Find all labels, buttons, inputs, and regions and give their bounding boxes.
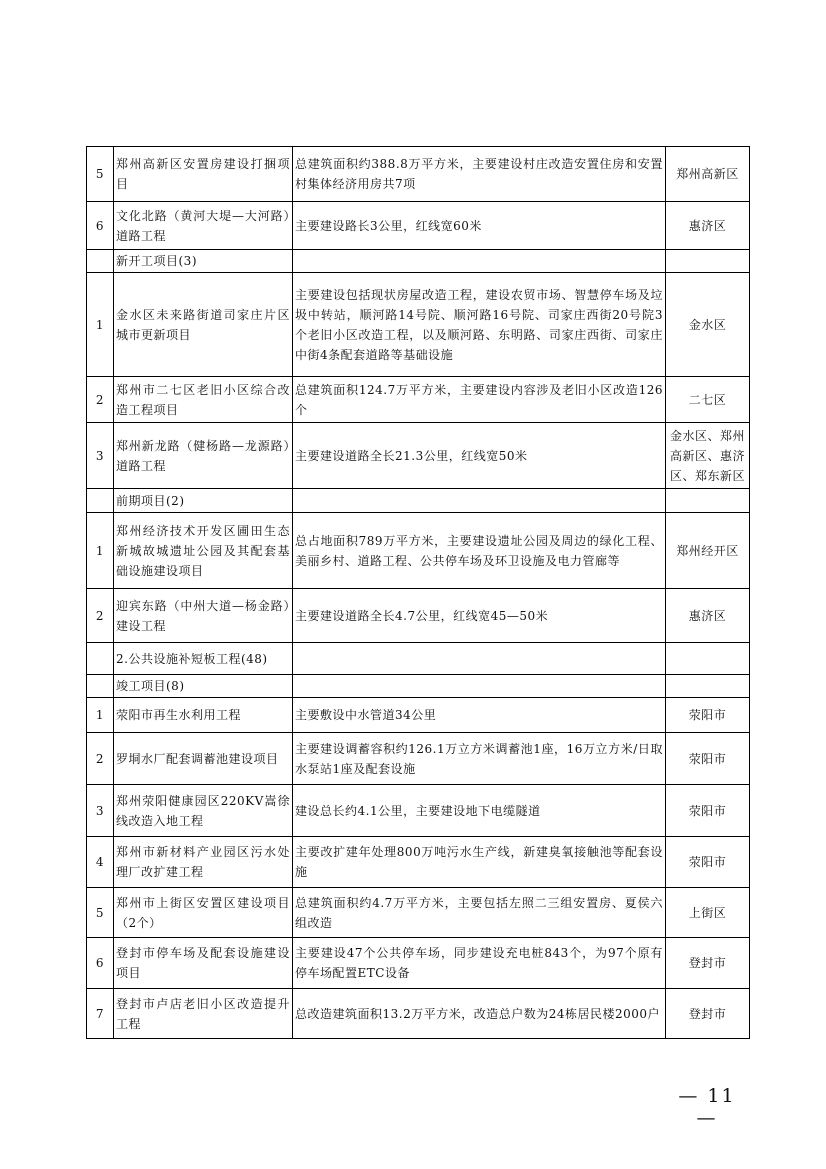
row-number: 1: [87, 273, 114, 377]
project-name: 郑州市二七区老旧小区综合改造工程项目: [114, 377, 293, 423]
table-row: [87, 989, 750, 1039]
row-number: 6: [87, 938, 114, 989]
page-number: — 11 —: [678, 1085, 736, 1129]
project-content: 主要改扩建年处理800万吨污水生产线，新建臭氧接触池等配套设施: [293, 837, 666, 888]
section-row: [87, 675, 750, 698]
project-content: 主要建设道路全长21.3公里，红线宽50米: [293, 423, 666, 489]
project-district: 荥阳市: [666, 698, 750, 733]
project-district: 郑州经开区: [666, 513, 750, 589]
project-name: 罗垌水厂配套调蓄池建设项目: [114, 733, 293, 785]
section-row: [87, 250, 750, 273]
project-name: 郑州经济技术开发区圃田生态新城故城遗址公园及其配套基础设施建设项目: [114, 513, 293, 589]
project-content: 总建筑面积约4.7万平方米，主要包括左照二三组安置房、夏侯六组改造: [293, 888, 666, 938]
project-content: 主要建设路长3公里，红线宽60米: [293, 202, 666, 250]
table-row: [87, 423, 750, 489]
project-district: 金水区、郑州高新区、惠济区、郑东新区: [666, 423, 750, 489]
table-row: [87, 785, 750, 837]
project-name: 郑州新龙路（健杨路—龙源路）道路工程: [114, 423, 293, 489]
empty-cell: [293, 250, 666, 273]
empty-cell: [666, 643, 750, 675]
empty-cell: [87, 643, 114, 675]
table-row: [87, 513, 750, 589]
project-district: 二七区: [666, 377, 750, 423]
row-number: 2: [87, 589, 114, 643]
empty-cell: [666, 675, 750, 698]
project-district: 惠济区: [666, 202, 750, 250]
table-row: [87, 589, 750, 643]
table-row: [87, 837, 750, 888]
project-name: 郑州市上街区安置区建设项目（2个）: [114, 888, 293, 938]
project-table: [86, 146, 750, 1039]
project-name: 荥阳市再生水利用工程: [114, 698, 293, 733]
project-district: 荥阳市: [666, 837, 750, 888]
project-district: 登封市: [666, 938, 750, 989]
row-number: 7: [87, 989, 114, 1039]
table-row: [87, 938, 750, 989]
empty-cell: [293, 643, 666, 675]
empty-cell: [87, 489, 114, 513]
project-name: 登封市停车场及配套设施建设项目: [114, 938, 293, 989]
project-name: 金水区未来路街道司家庄片区城市更新项目: [114, 273, 293, 377]
empty-cell: [87, 250, 114, 273]
table-row: [87, 698, 750, 733]
project-name: 迎宾东路（中州大道—杨金路）建设工程: [114, 589, 293, 643]
section-label: 2.公共设施补短板工程(48): [114, 643, 293, 675]
row-number: 2: [87, 377, 114, 423]
project-district: 登封市: [666, 989, 750, 1039]
project-content: 主要建设包括现状房屋改造工程，建设农贸市场、智慧停车场及垃圾中转站，顺河路14号院、顺河路16号院、司家庄西街20号院3个老旧小区改造工程，以及顺河路、东明路、司家庄西街、司家庄中街4条配套道路等基础设施: [293, 273, 666, 377]
row-number: 1: [87, 513, 114, 589]
empty-cell: [87, 675, 114, 698]
row-number: 2: [87, 733, 114, 785]
row-number: 3: [87, 785, 114, 837]
row-number: 5: [87, 888, 114, 938]
project-content: 主要建设调蓄容积约126.1万立方米调蓄池1座，16万立方米/日取水泵站1座及配套设施: [293, 733, 666, 785]
project-content: 总占地面积789万平方米，主要建设遗址公园及周边的绿化工程、美丽乡村、道路工程、公共停车场及环卫设施及电力管廊等: [293, 513, 666, 589]
project-content: 总改造建筑面积13.2万平方米，改造总户数为24栋居民楼2000户: [293, 989, 666, 1039]
row-number: 6: [87, 202, 114, 250]
project-content: 建设总长约4.1公里，主要建设地下电缆隧道: [293, 785, 666, 837]
project-name: 文化北路（黄河大堤—大河路）道路工程: [114, 202, 293, 250]
table-row: [87, 377, 750, 423]
project-district: 金水区: [666, 273, 750, 377]
section-label: 新开工项目(3): [114, 250, 293, 273]
project-name: 郑州市新材料产业园区污水处理厂改扩建工程: [114, 837, 293, 888]
table-row: [87, 733, 750, 785]
empty-cell: [666, 489, 750, 513]
row-number: 1: [87, 698, 114, 733]
empty-cell: [293, 489, 666, 513]
project-district: 荥阳市: [666, 733, 750, 785]
project-content: 主要建设47个公共停车场，同步建设充电桩843个，为97个原有停车场配置ETC设备: [293, 938, 666, 989]
section-row: [87, 489, 750, 513]
row-number: 4: [87, 837, 114, 888]
empty-cell: [293, 675, 666, 698]
project-district: 荥阳市: [666, 785, 750, 837]
project-name: 郑州荥阳健康园区220KV嵩徐线改造入地工程: [114, 785, 293, 837]
project-district: 惠济区: [666, 589, 750, 643]
project-name: 郑州高新区安置房建设打捆项目: [114, 147, 293, 202]
section-row: [87, 643, 750, 675]
project-content: 总建筑面积124.7万平方米，主要建设内容涉及老旧小区改造126个: [293, 377, 666, 423]
section-label: 前期项目(2): [114, 489, 293, 513]
project-district: 上街区: [666, 888, 750, 938]
project-district: 郑州高新区: [666, 147, 750, 202]
project-name: 登封市卢店老旧小区改造提升工程: [114, 989, 293, 1039]
table-row: [87, 888, 750, 938]
table-row: [87, 202, 750, 250]
project-content: 主要敷设中水管道34公里: [293, 698, 666, 733]
project-content: 主要建设道路全长4.7公里，红线宽45—50米: [293, 589, 666, 643]
project-content: 总建筑面积约388.8万平方米，主要建设村庄改造安置住房和安置村集体经济用房共7项: [293, 147, 666, 202]
row-number: 5: [87, 147, 114, 202]
section-label: 竣工项目(8): [114, 675, 293, 698]
empty-cell: [666, 250, 750, 273]
table-row: [87, 273, 750, 377]
table-row: [87, 147, 750, 202]
row-number: 3: [87, 423, 114, 489]
